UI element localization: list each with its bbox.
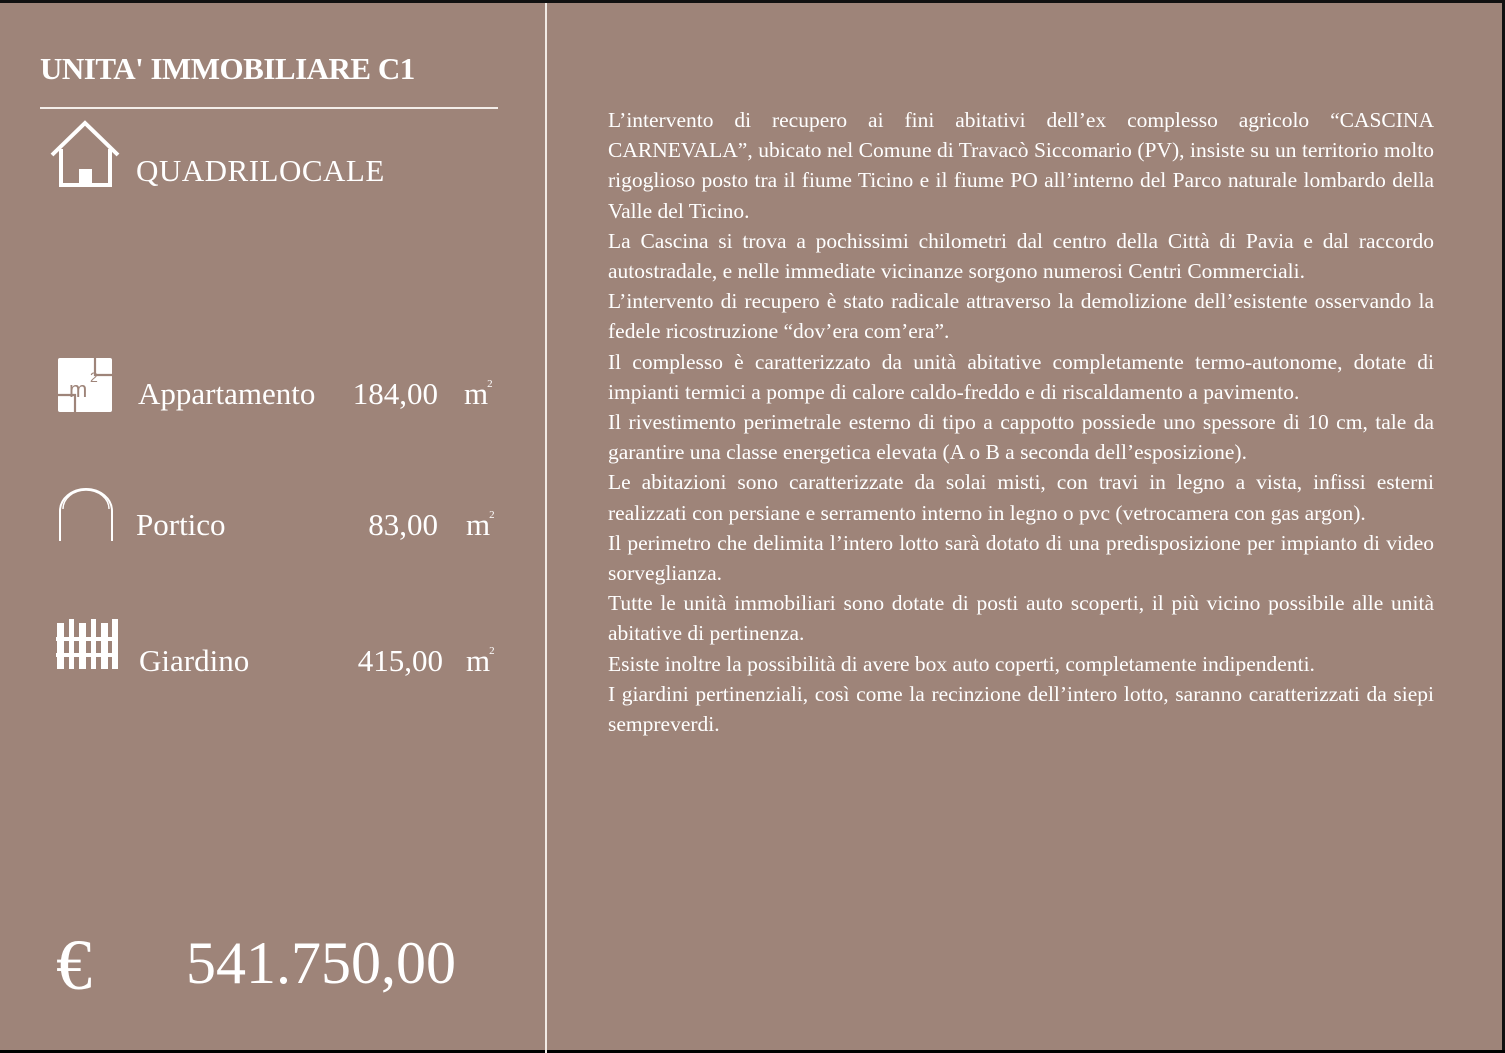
price-amount: 541.750,00: [186, 930, 456, 996]
unit-title: UNITA' IMMOBILIARE C1: [40, 51, 415, 86]
area-label: Giardino: [139, 643, 250, 678]
arch-icon: [56, 485, 116, 543]
unit-summary-panel: [0, 3, 545, 1053]
area-value: 184,00: [352, 376, 438, 411]
column-divider: [545, 3, 547, 1053]
description-paragraph: L’intervento di recupero ai fini abitativi dell’ex complesso agricolo “CASCINA CARNEVALA”, ubicato nel Comune di Travacò Siccomario (PV), insiste su un territorio molto rigoglioso posto tra il fiume Ticino e il fiume PO all’interno del Parco naturale lombardo della Valle del Ticino.: [608, 108, 1434, 223]
description-paragraph: La Cascina si trova a pochissimi chilometri dal centro della Città di Pavia e dal raccordo autostradale, e nelle immediate vicinanze sorgono numerosi Centri Commerciali.: [608, 228, 1434, 284]
description-paragraph: L’intervento di recupero è stato radicale attraverso la demolizione dell’esistente osservando la fedele ricostruzione “dov’era com’era”.: [608, 289, 1434, 344]
area-unit: $m^2$: [466, 643, 495, 678]
title-divider: [40, 107, 498, 109]
square-meter-icon: [57, 357, 113, 413]
description-paragraph: Le abitazioni sono caratterizzate da solai misti, con travi in legno a vista, infissi esterni realizzati con persiane e serramento interno in legno o pvc (vetrocamera con gas argon).: [608, 470, 1434, 525]
description-paragraph: Il rivestimento perimetrale esterno di tipo a cappotto possiede uno spessore di 10 cm, tale da garantire una classe energetica elevata (A o B a seconda dell’esposizione).: [608, 410, 1434, 465]
house-icon: [48, 119, 122, 189]
area-value: 83,00: [368, 507, 438, 542]
unit-type-label: QUADRILOCALE: [136, 153, 385, 188]
svg-text:m: m: [69, 377, 88, 402]
description-paragraph: Il perimetro che delimita l’intero lotto sarà dotato di una predisposizione per impianto di video sorveglianza.: [608, 530, 1434, 586]
description-panel: [608, 105, 1434, 739]
fence-icon: [56, 617, 120, 671]
description-paragraph: Tutte le unità immobiliari sono dotate di posti auto scoperti, il più vicino possibile alle unità abitative di pertinenza.: [608, 591, 1434, 646]
area-unit: $m^2$: [466, 507, 495, 542]
svg-text:2: 2: [90, 369, 98, 385]
euro-icon: €: [56, 925, 92, 1005]
description-paragraph: Esiste inoltre la possibilità di avere box auto coperti, completamente indipendenti.: [608, 651, 1315, 676]
area-label: Appartamento: [138, 376, 316, 411]
area-label: Portico: [136, 507, 226, 542]
description-paragraph: I giardini pertinenziali, così come la recinzione dell’intero lotto, saranno caratterizzati da siepi sempreverdi.: [608, 681, 1434, 737]
description-paragraph: Il complesso è caratterizzato da unità abitative completamente termo-autonome, dotate di impianti termici a pompe di calore caldo-freddo e di riscaldamento a pavimento.: [608, 349, 1434, 404]
area-value: 415,00: [357, 643, 443, 678]
area-unit: $m^2$: [464, 376, 493, 411]
